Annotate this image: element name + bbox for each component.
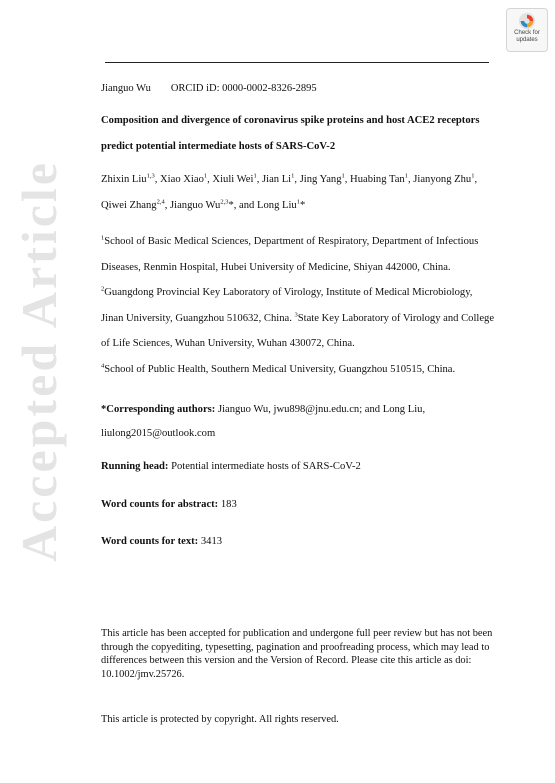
header-orcid: ORCID iD: 0000-0002-8326-2895 bbox=[170, 83, 317, 94]
word-count-text-value: 3413 bbox=[198, 536, 223, 547]
author-name: Jianguo Wu bbox=[170, 200, 221, 211]
author-affiliation-sup: 1 bbox=[341, 172, 345, 180]
author-name: Jian Li bbox=[262, 174, 292, 185]
author-affiliation-sup: 1 bbox=[471, 172, 475, 180]
running-head-text: Potential intermediate hosts of SARS-CoV-2 bbox=[168, 461, 361, 472]
author-separator: , bbox=[407, 174, 414, 185]
header-rule bbox=[105, 62, 489, 63]
badge-line1: Check for bbox=[514, 30, 540, 36]
author-affiliation-sup: 1 bbox=[253, 172, 257, 180]
word-count-text-label: Word counts for text: bbox=[101, 536, 199, 547]
author-name: Jianyong Zhu bbox=[413, 174, 472, 185]
affiliation-text: School of Basic Medical Sciences, Department of Respiratory, Department of Infectious Diseases, Renmin Hospital, Hubei University of Medicine, Shiyan 442000, China. bbox=[101, 236, 479, 273]
author-list bbox=[101, 167, 496, 219]
running-head-label: Running head: bbox=[101, 461, 169, 472]
author-affiliation-sup: 1 bbox=[291, 172, 295, 180]
corresponding-label: *Corresponding authors: bbox=[101, 404, 216, 415]
author-affiliation-sup: 1,3 bbox=[146, 172, 155, 180]
accepted-article-watermark: Accepted Article bbox=[11, 159, 67, 562]
affiliation-text: Guangdong Provincial Key Laboratory of Virology, Institute of Medical Microbiology, Jinan University, Guangzhou 510632, China. bbox=[101, 287, 473, 324]
corresponding-text: Jianguo Wu, jwu898@jnu.edu.cn; and Long Liu, liulong2015@outlook.com bbox=[101, 404, 426, 439]
author-name: Xiuli Wei bbox=[212, 174, 254, 185]
author-name: Xiao Xiao bbox=[160, 174, 204, 185]
author-name: Jing Yang bbox=[299, 174, 342, 185]
word-count-abstract bbox=[101, 499, 496, 510]
check-for-updates-badge[interactable] bbox=[506, 8, 548, 52]
word-count-abstract-label: Word counts for abstract: bbox=[101, 499, 219, 510]
author-name: Long Liu bbox=[257, 200, 297, 211]
author-name: Zhixin Liu bbox=[101, 174, 147, 185]
author-separator: , bbox=[256, 174, 262, 185]
badge-line2: updates bbox=[516, 37, 538, 43]
affiliation-number: 3 bbox=[294, 311, 298, 319]
corresponding-authors bbox=[101, 398, 496, 446]
affiliations bbox=[101, 229, 496, 383]
author-affiliation-sup: 2,4 bbox=[156, 198, 165, 206]
author-name: Qiwei Zhang bbox=[101, 200, 157, 211]
affiliation-text: School of Public Health, Southern Medical University, Guangzhou 510515, China. bbox=[104, 363, 456, 375]
acceptance-notice: This article has been accepted for publication and undergone full peer review but has not been through the copyediting, typesetting, pagination and proofreading process, which may lead to differences between this version and the Version of Record. Please cite this article as doi: 10.1002/jmv.25726. bbox=[101, 628, 493, 680]
affiliation-number: 1 bbox=[101, 234, 105, 242]
check-updates-icon bbox=[518, 12, 536, 30]
author-name: Huabing Tan bbox=[350, 174, 405, 185]
author-affiliation-sup: 2,3 bbox=[220, 198, 229, 206]
author-separator: , bbox=[474, 174, 478, 185]
word-count-abstract-value: 183 bbox=[218, 499, 237, 510]
author-separator: *, and bbox=[228, 200, 257, 211]
author-separator: , bbox=[207, 174, 213, 185]
header-author: Jianguo Wu bbox=[101, 83, 151, 94]
author-separator: , bbox=[344, 174, 351, 185]
header-line bbox=[101, 83, 496, 94]
affiliation-number: 2 bbox=[101, 285, 105, 293]
author-separator: , bbox=[294, 174, 300, 185]
article-title: Composition and divergence of coronavirus spike proteins and host ACE2 receptors predict potential intermediate hosts of SARS-CoV-2 bbox=[101, 115, 480, 152]
author-separator: * bbox=[299, 200, 306, 211]
running-head bbox=[101, 461, 496, 472]
author-affiliation-sup: 1 bbox=[296, 198, 300, 206]
affiliation-text: State Key Laboratory of Virology and College of Life Sciences, Wuhan University, Wuhan 430072, China. bbox=[101, 312, 495, 350]
word-count-text bbox=[101, 536, 496, 547]
author-affiliation-sup: 1 bbox=[404, 172, 408, 180]
author-separator: , bbox=[154, 174, 161, 185]
affiliation-number: 4 bbox=[101, 362, 105, 370]
copyright-notice: This article is protected by copyright. All rights reserved. bbox=[101, 714, 339, 725]
author-affiliation-sup: 1 bbox=[203, 172, 208, 180]
author-separator: , bbox=[164, 200, 171, 211]
